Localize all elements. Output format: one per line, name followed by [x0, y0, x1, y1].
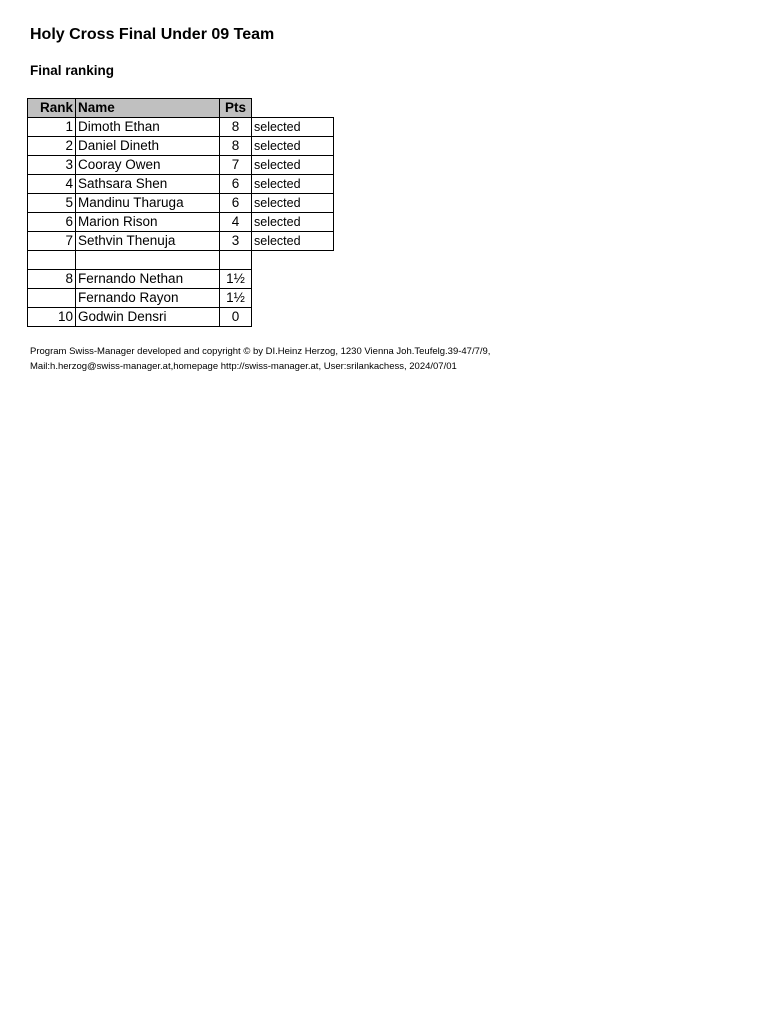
footer: [30, 344, 490, 374]
table-row: [28, 270, 334, 289]
table-row: [28, 137, 334, 156]
cell-note: [252, 270, 334, 289]
cell-note: selected: [252, 137, 334, 156]
header-pts: Pts: [220, 99, 252, 118]
cell-note: selected: [252, 232, 334, 251]
cell-name: Godwin Densri: [76, 308, 220, 327]
cell-pts: 4: [220, 213, 252, 232]
table-row: [28, 232, 334, 251]
header-name: Name: [76, 99, 220, 118]
cell-rank: 1: [28, 118, 76, 137]
cell-pts: 1½: [220, 289, 252, 308]
footer-line-1: Program Swiss-Manager developed and copyright © by DI.Heinz Herzog, 1230 Vienna Joh.Teufelg.39-47/7/9,: [30, 346, 491, 357]
cell-pts: 8: [220, 118, 252, 137]
cell-name: Fernando Nethan: [76, 270, 220, 289]
cell-name: Cooray Owen: [76, 156, 220, 175]
cell-name: Mandinu Tharuga: [76, 194, 220, 213]
table-row: [28, 156, 334, 175]
cell-name: [76, 251, 220, 270]
cell-pts: 3: [220, 232, 252, 251]
cell-note: [252, 251, 334, 270]
cell-pts: 6: [220, 194, 252, 213]
cell-name: Marion Rison: [76, 213, 220, 232]
header-rank: Rank: [28, 99, 76, 118]
table-header-row: [28, 99, 334, 118]
page-title: Holy Cross Final Under 09 Team: [30, 26, 275, 43]
table-row: [28, 175, 334, 194]
cell-note: selected: [252, 213, 334, 232]
cell-pts: [220, 251, 252, 270]
cell-note: selected: [252, 118, 334, 137]
footer-line-2: Mail:h.herzog@swiss-manager.at,homepage http://swiss-manager.at, User:srilankachess, 2024/07/01: [30, 361, 457, 372]
ranking-body: [28, 118, 334, 327]
cell-pts: 1½: [220, 270, 252, 289]
cell-name: Fernando Rayon: [76, 289, 220, 308]
cell-note: selected: [252, 175, 334, 194]
cell-rank: 10: [28, 308, 76, 327]
table-row: [28, 251, 334, 270]
cell-rank: [28, 289, 76, 308]
cell-pts: 0: [220, 308, 252, 327]
cell-name: Daniel Dineth: [76, 137, 220, 156]
cell-note: selected: [252, 194, 334, 213]
cell-rank: 3: [28, 156, 76, 175]
cell-rank: [28, 251, 76, 270]
cell-rank: 5: [28, 194, 76, 213]
cell-rank: 7: [28, 232, 76, 251]
cell-note: [252, 308, 334, 327]
cell-rank: 2: [28, 137, 76, 156]
table-row: [28, 308, 334, 327]
table-row: [28, 194, 334, 213]
cell-rank: 4: [28, 175, 76, 194]
cell-note: selected: [252, 156, 334, 175]
cell-pts: 6: [220, 175, 252, 194]
cell-rank: 8: [28, 270, 76, 289]
cell-name: Dimoth Ethan: [76, 118, 220, 137]
cell-pts: 7: [220, 156, 252, 175]
cell-note: [252, 289, 334, 308]
cell-rank: 6: [28, 213, 76, 232]
cell-pts: 8: [220, 137, 252, 156]
page-subtitle: Final ranking: [30, 63, 115, 78]
cell-name: Sethvin Thenuja: [76, 232, 220, 251]
cell-name: Sathsara Shen: [76, 175, 220, 194]
table-row: [28, 213, 334, 232]
table-row: [28, 289, 334, 308]
header-note-spacer: [252, 99, 334, 118]
table-row: [28, 118, 334, 137]
ranking-table: [27, 98, 334, 327]
